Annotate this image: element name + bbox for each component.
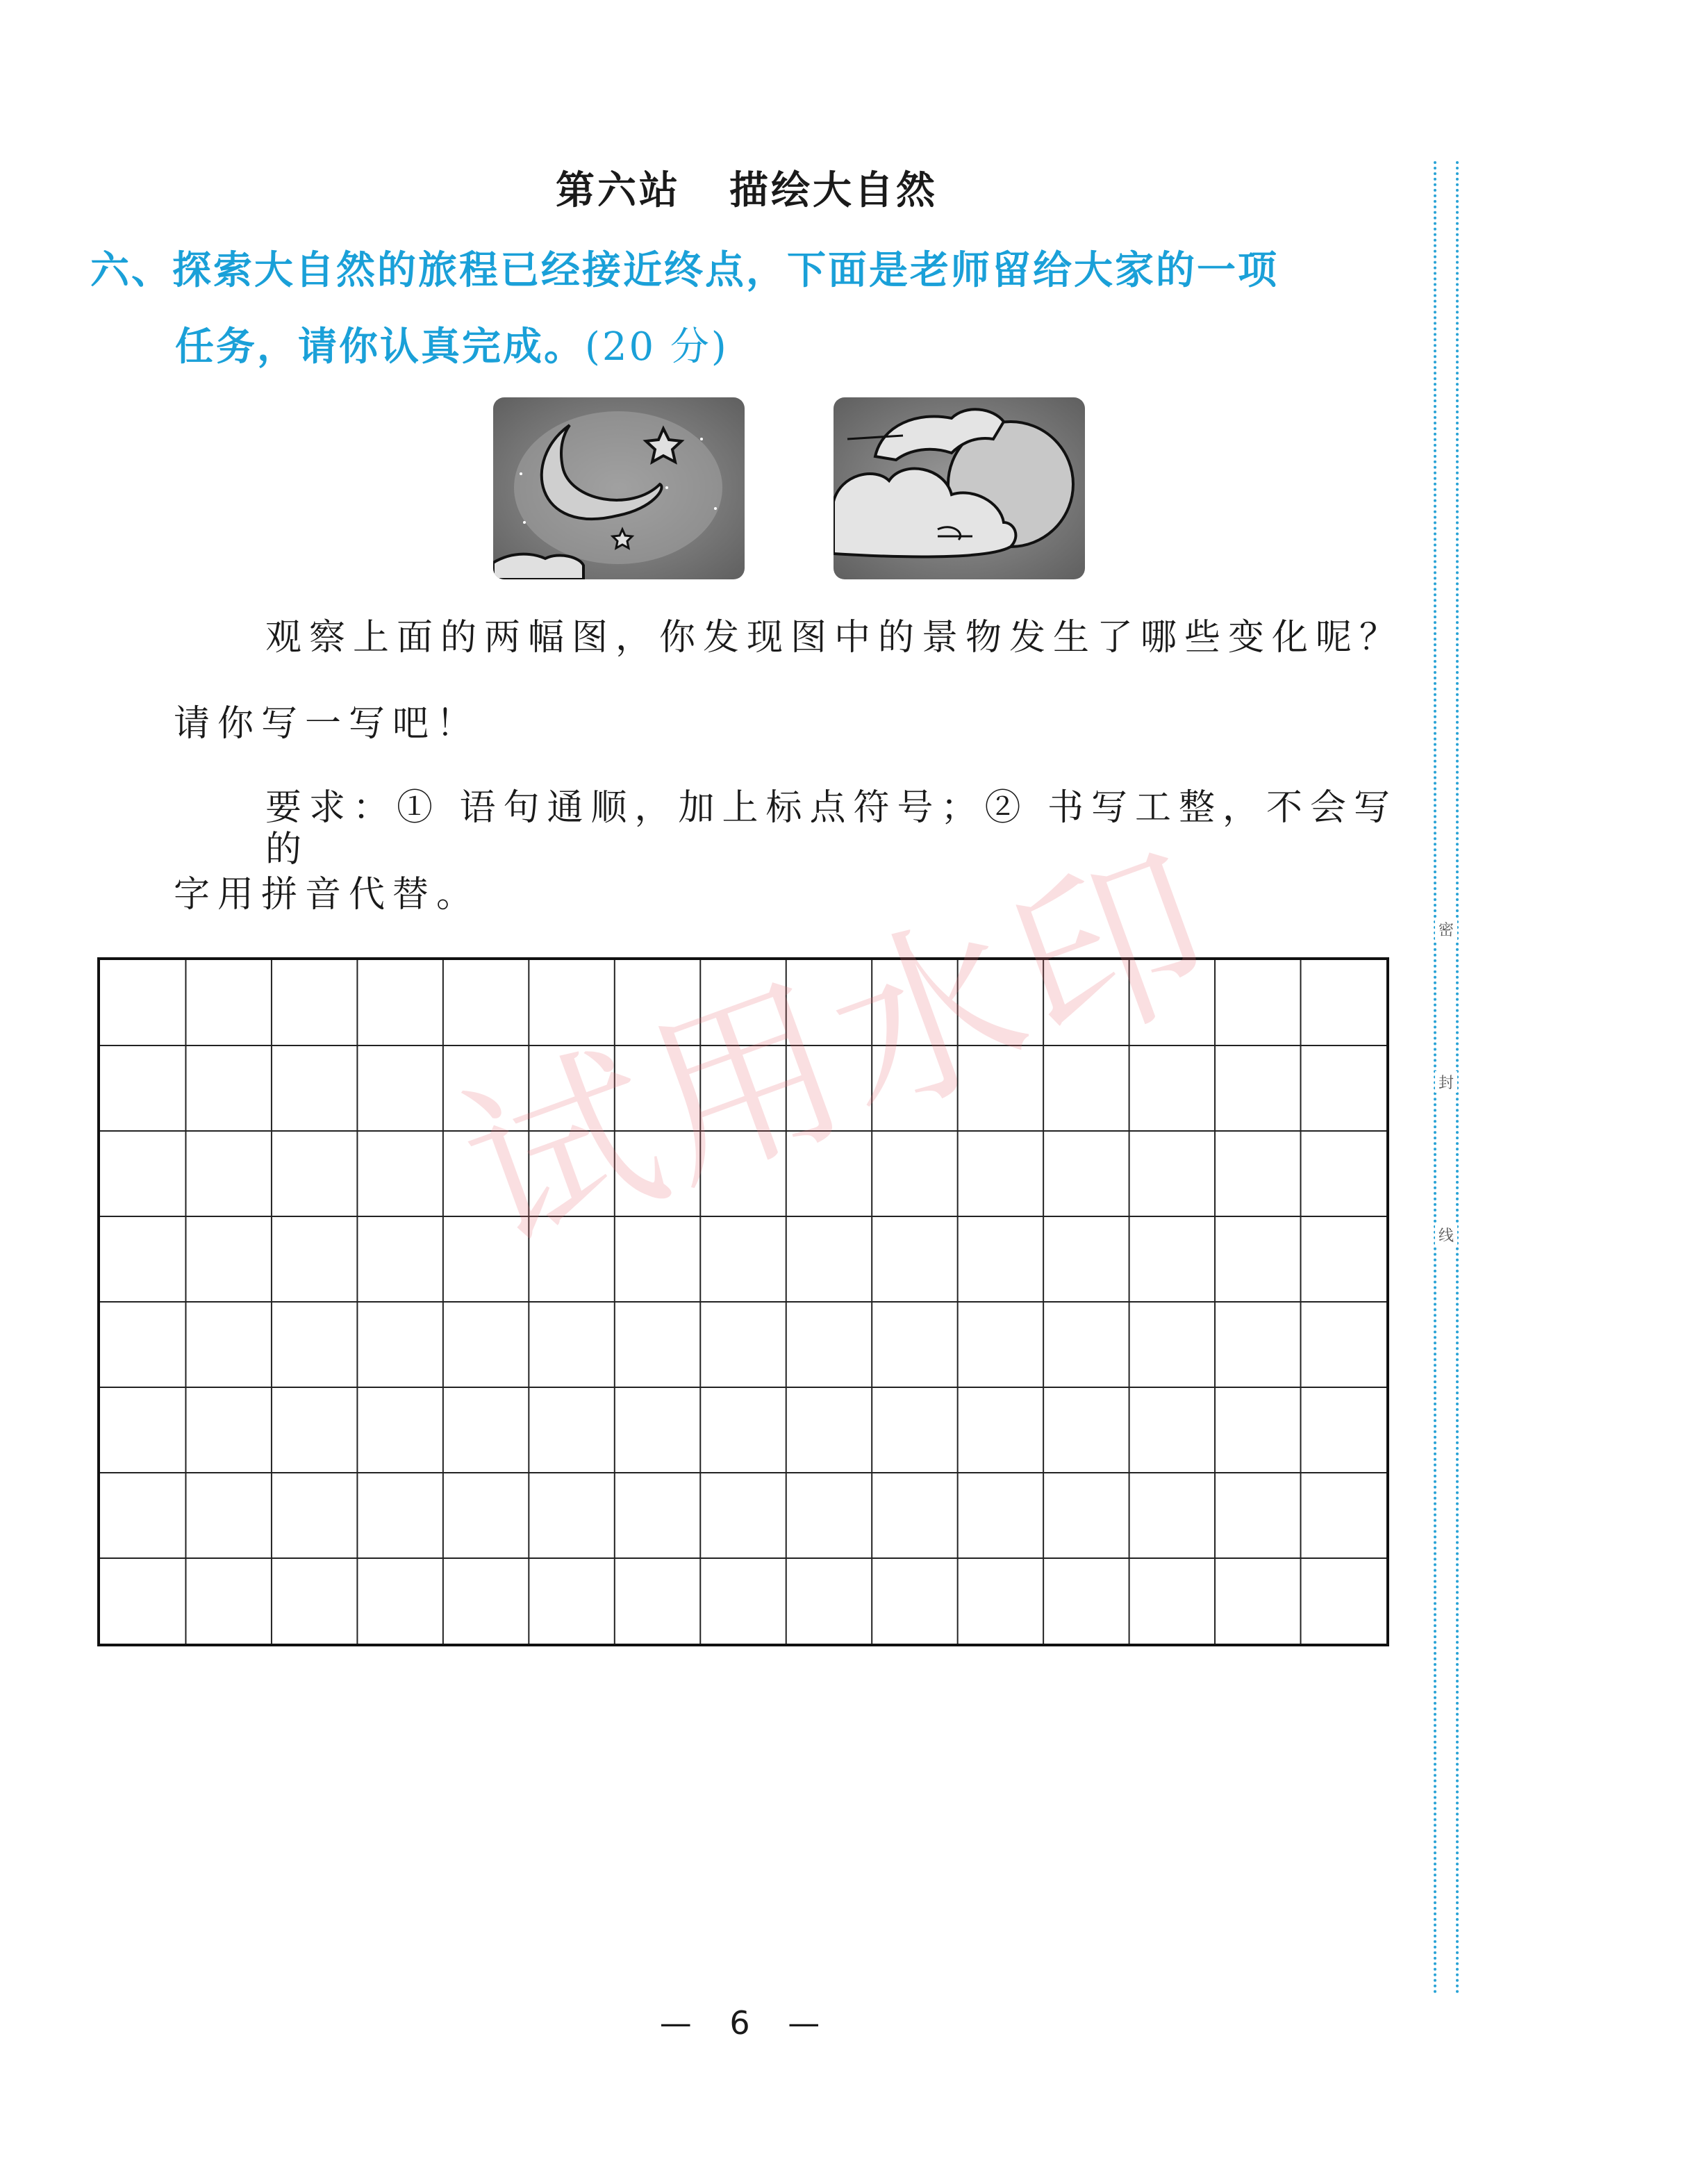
station-topic: 描绘大自然 [729,168,938,213]
paragraph-requirements: 要求：① 语句通顺，加上标点符号；② 书写工整，不会写的 [265,787,1398,870]
question-six [90,233,1410,386]
page-number: — 6 — [659,2004,834,2042]
paragraph-write: 请你写一写吧！ [174,703,481,745]
binding-char: 线 [1435,1224,1457,1246]
question-line1: 探索大自然的旅程已经接近终点，下面是老师留给大家的一项 [172,248,1279,293]
binding-char: 封 [1435,1071,1457,1093]
station-number: 第六站 [556,168,681,213]
paragraph-observe: 观察上面的两幅图，你发现图中的景物发生了哪些变化呢？ [265,617,1404,659]
paragraph-requirements-cont: 字用拼音代替。 [174,874,481,916]
crescent-moon-picture [493,397,745,579]
crescent-moon-icon [493,397,745,579]
full-moon-picture [834,397,1085,579]
question-line2: 任务，请你认真完成。 [175,324,585,370]
question-number: 六、 [90,248,172,293]
binding-char: 密 [1435,918,1457,940]
station-title [0,160,1493,215]
question-score: (20 分) [585,324,729,370]
watermark: 试用水印 [438,814,1244,1287]
binding-line [1431,161,1461,1995]
full-moon-icon [834,397,1085,579]
